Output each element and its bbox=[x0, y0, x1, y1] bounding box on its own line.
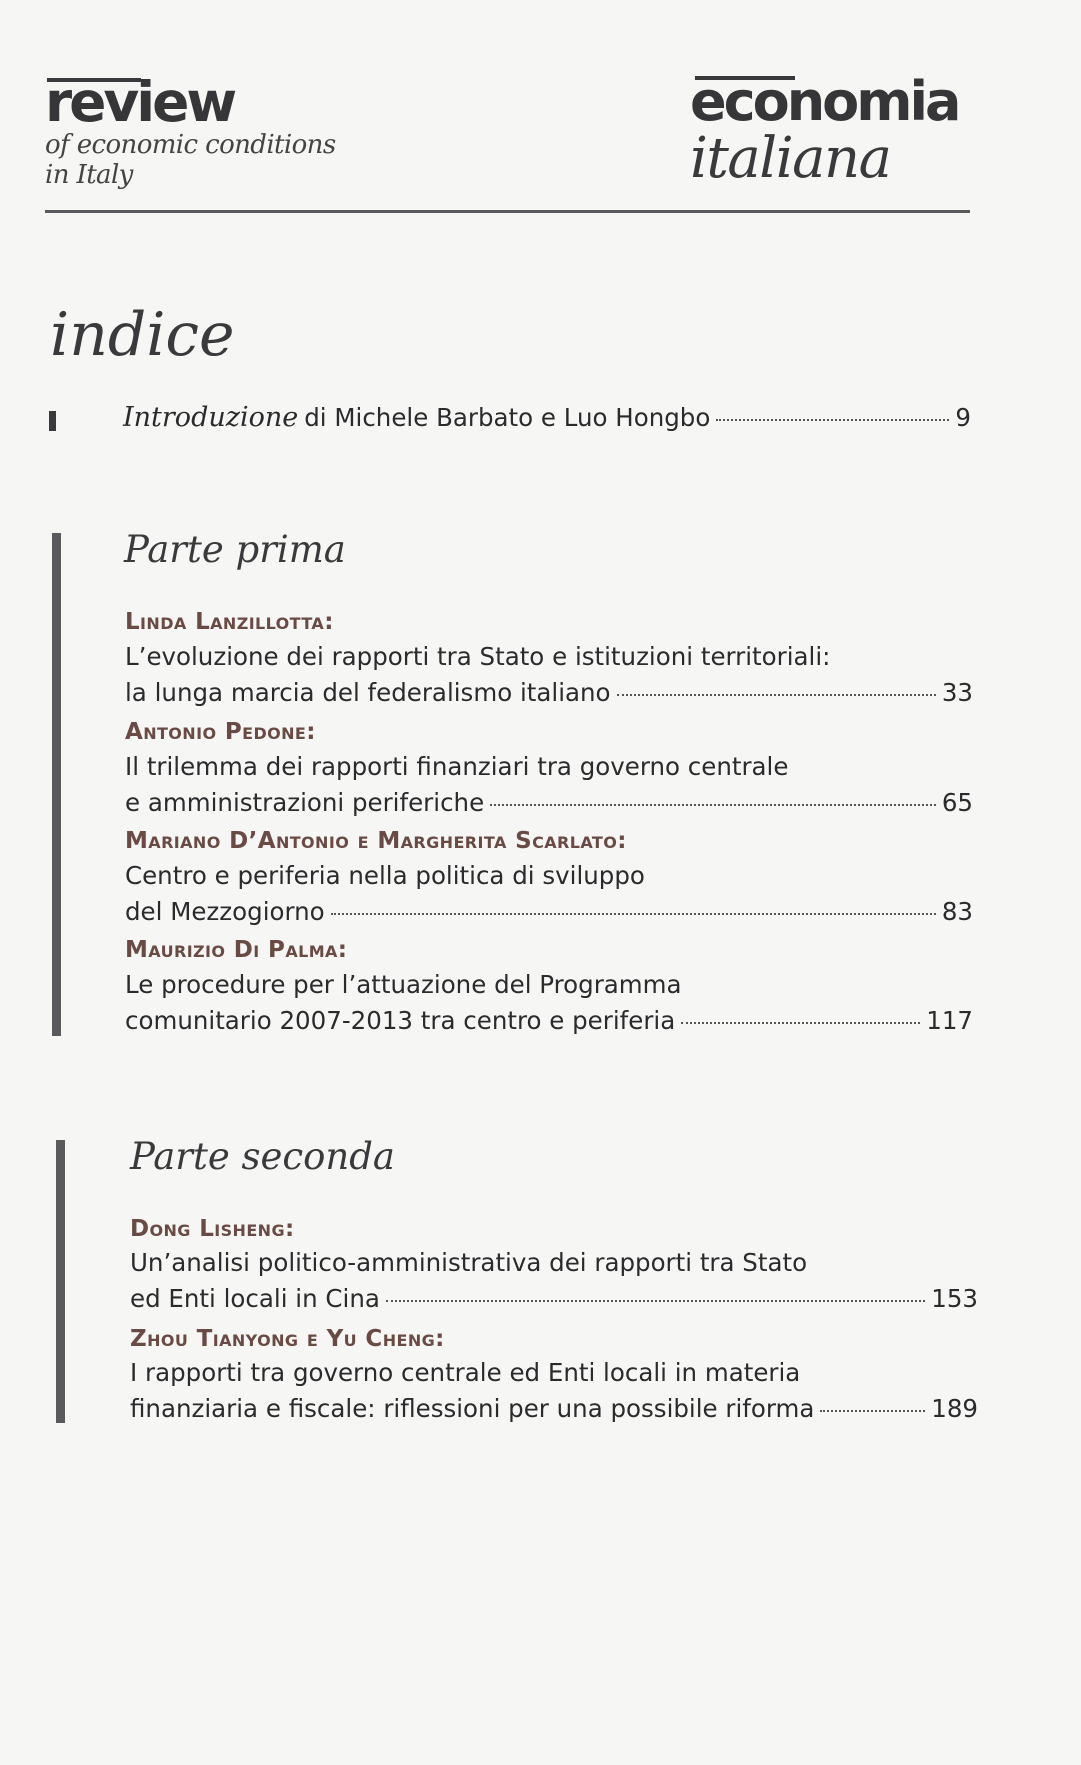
masthead-review-subtitle-2: in Italy bbox=[45, 160, 133, 190]
toc-entry-link[interactable] bbox=[125, 678, 973, 707]
dot-leader bbox=[681, 1021, 920, 1024]
part-one-sidebar bbox=[52, 533, 61, 1036]
page-heading-indice: indice bbox=[50, 300, 235, 370]
toc-entry-link[interactable] bbox=[130, 1284, 978, 1313]
part-two-sidebar bbox=[56, 1140, 65, 1423]
masthead-divider bbox=[45, 210, 970, 213]
page-number: 65 bbox=[941, 788, 973, 817]
masthead-left bbox=[45, 70, 465, 190]
intro-marker bbox=[49, 411, 56, 431]
masthead-economia-title: economia bbox=[690, 70, 959, 133]
entry-title-line: finanziaria e fiscale: riflessioni per una possibile riforma bbox=[130, 1394, 815, 1423]
dot-leader bbox=[716, 418, 949, 421]
dot-leader bbox=[820, 1409, 925, 1412]
entry-author: Mariano D’Antonio e Margherita Scarlato: bbox=[125, 828, 627, 854]
toc-entry-link[interactable] bbox=[125, 1006, 973, 1035]
entry-author: Dong Lisheng: bbox=[130, 1216, 295, 1242]
dot-leader bbox=[490, 803, 936, 806]
entry-title-line: Le procedure per l’attuazione del Programma bbox=[125, 970, 682, 999]
page-number: 189 bbox=[931, 1394, 978, 1423]
page-number: 83 bbox=[941, 897, 973, 926]
dot-leader bbox=[331, 912, 936, 915]
toc-entry-link[interactable] bbox=[130, 1394, 978, 1423]
dot-leader bbox=[617, 693, 936, 696]
entry-author: Linda Lanzillotta: bbox=[125, 609, 334, 635]
entry-title-line: ed Enti locali in Cina bbox=[130, 1284, 380, 1313]
masthead-review-subtitle-1: of economic conditions bbox=[45, 130, 336, 160]
masthead-review-title: review bbox=[45, 70, 235, 134]
page-number: 9 bbox=[955, 403, 971, 432]
entry-title-line: Un’analisi politico-amministrativa dei rapporti tra Stato bbox=[130, 1248, 808, 1277]
entry-title-line: e amministrazioni periferiche bbox=[125, 788, 485, 817]
entry-author: Maurizio Di Palma: bbox=[125, 937, 348, 963]
toc-entry-link[interactable] bbox=[125, 788, 973, 817]
page-number: 33 bbox=[941, 678, 973, 707]
entry-title-line: Il trilemma dei rapporti finanziari tra governo centrale bbox=[125, 752, 789, 781]
page-number: 117 bbox=[926, 1006, 973, 1035]
page-number: 153 bbox=[931, 1284, 978, 1313]
toc-intro-line[interactable] bbox=[123, 402, 971, 433]
entry-title-line: Centro e periferia nella politica di sviluppo bbox=[125, 861, 645, 890]
entry-author: Antonio Pedone: bbox=[125, 719, 316, 745]
intro-text: di Michele Barbato e Luo Hongbo bbox=[304, 403, 711, 432]
entry-author: Zhou Tianyong e Yu Cheng: bbox=[130, 1326, 445, 1352]
dot-leader bbox=[386, 1299, 925, 1302]
toc-entry-link[interactable] bbox=[125, 897, 973, 926]
entry-title-line: I rapporti tra governo centrale ed Enti locali in materia bbox=[130, 1358, 801, 1387]
entry-title-line: comunitario 2007-2013 tra centro e periferia bbox=[125, 1006, 676, 1035]
masthead-italiana-subtitle: italiana bbox=[690, 126, 891, 191]
part-one-title: Parte prima bbox=[124, 528, 346, 571]
intro-label: Introduzione bbox=[123, 402, 299, 433]
entry-title-line: L’evoluzione dei rapporti tra Stato e istituzioni territoriali: bbox=[125, 642, 831, 671]
entry-title-line: la lunga marcia del federalismo italiano bbox=[125, 678, 611, 707]
masthead-right bbox=[690, 70, 1010, 191]
part-two-title: Parte seconda bbox=[130, 1135, 395, 1178]
entry-title-line: del Mezzogiorno bbox=[125, 897, 325, 926]
